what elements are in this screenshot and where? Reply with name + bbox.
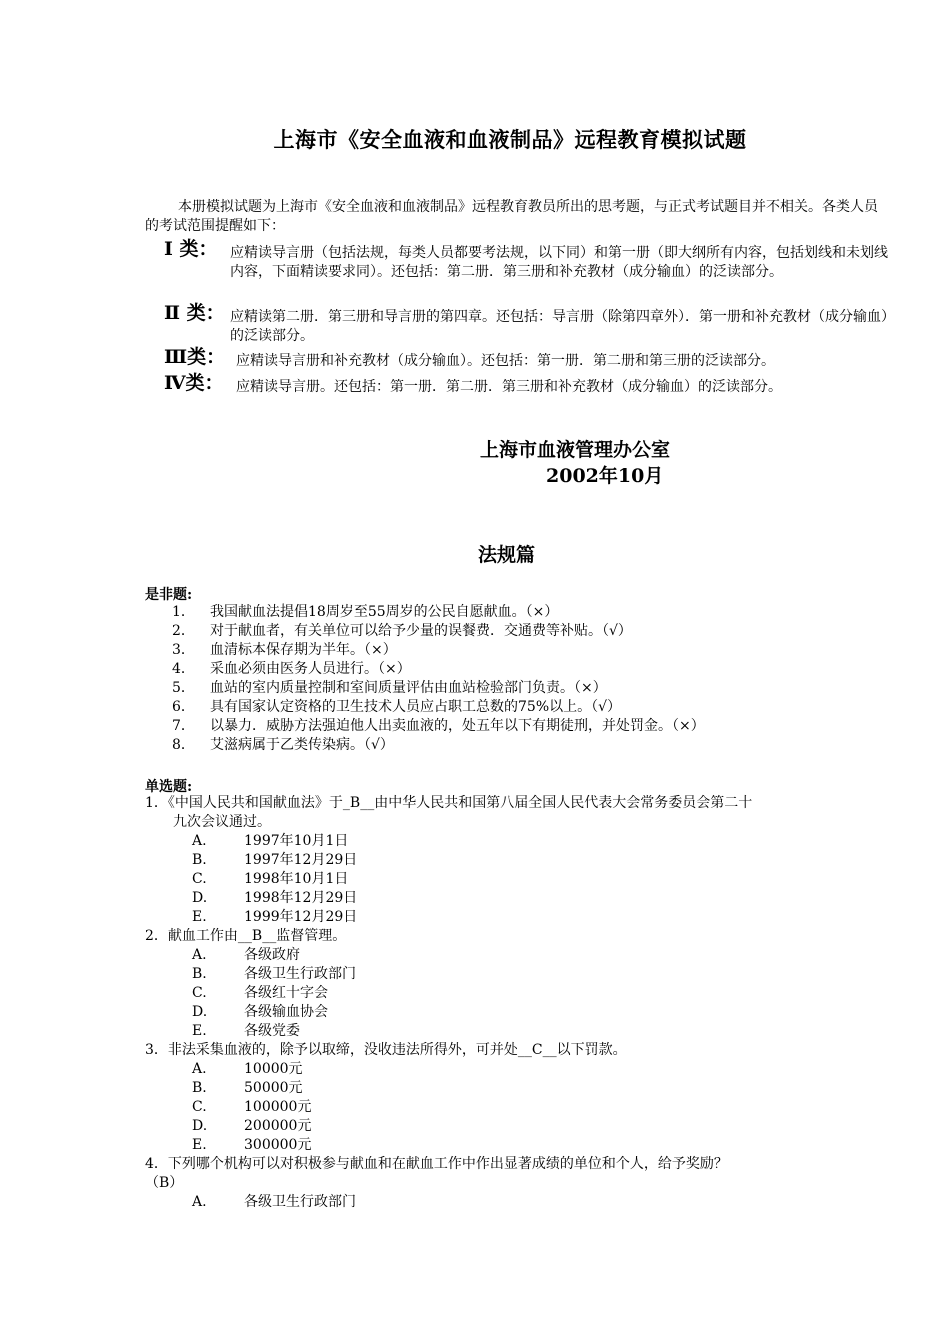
question-text: 1．《中国人民共和国献血法》于_B__由中华人民共和国第八届全国人民代表大会常务委员会第二十: [145, 795, 753, 811]
question: [145, 1155, 885, 1193]
option: A. 各级卫生行政部门: [192, 1194, 356, 1210]
category-text: 应精读导言册和补充教材（成分输血）。还包括：第一册．第二册和第三册的泛读部分。: [236, 353, 775, 369]
section-title: 法规篇: [478, 544, 536, 566]
option: E. 各级党委: [192, 1023, 300, 1039]
option: E. 300000元: [192, 1137, 312, 1153]
list-item: 2． 对于献血者，有关单位可以给予少量的误餐费．交通费等补贴。（√）: [172, 623, 632, 639]
question-text-cont: 九次会议通过。: [173, 814, 271, 830]
intro-paragraph: 本册模拟试题为上海市《安全血液和血液制品》远程教育教员所出的思考题，与正式考试题目并不相关。各类人员的考试范围提醒如下：: [145, 199, 878, 234]
question: [145, 794, 885, 832]
question-text: 4．下列哪个机构可以对积极参与献血和在献血工作中作出显著成绩的单位和个人，给予奖励？: [145, 1156, 728, 1172]
question-text: 2．献血工作由__B__监督管理。: [145, 928, 347, 944]
list-item: 7． 以暴力．威胁方法强迫他人出卖血液的，处五年以下有期徒刑，并处罚金。（×）: [172, 718, 705, 734]
question-text-cont: （B）: [145, 1175, 184, 1191]
category-label: Ⅲ类：: [164, 346, 226, 368]
category-text: 应精读导言册（包括法规，每类人员都要考法规，以下同）和第一册（即大纲所有内容，包括划线和未划线内容，下面精读要求同）。还包括：第二册．第三册和补充教材（成分输血）的泛读部分。: [230, 245, 888, 280]
list-item: 5． 血站的室内质量控制和室间质量评估由血站检验部门负责。（×）: [172, 680, 607, 696]
issuer-block: [480, 437, 670, 489]
true-false-heading: 是非题:: [145, 587, 193, 603]
list-item: 1． 我国献血法提倡18周岁至55周岁的公民自愿献血。（×）: [172, 604, 559, 620]
option: D. 1998年12月29日: [192, 890, 358, 906]
category-text: 应精读导言册。还包括：第一册．第二册．第三册和补充教材（成分输血）的泛读部分。: [236, 379, 782, 395]
option: A. 10000元: [192, 1061, 303, 1077]
category-label: Ⅳ类：: [164, 372, 224, 394]
option: B. 1997年12月29日: [192, 852, 358, 868]
category-2: [164, 302, 894, 346]
option: A. 1997年10月1日: [192, 833, 349, 849]
option: B. 50000元: [192, 1080, 303, 1096]
option: B. 各级卫生行政部门: [192, 966, 356, 982]
category-label: Ⅰ 类：: [164, 238, 218, 260]
question-text: 3．非法采集血液的，除予以取缔，没收违法所得外，可并处__C__以下罚款。: [145, 1042, 627, 1058]
list-item: 4． 采血必须由医务人员进行。（×）: [172, 661, 411, 677]
option: D. 200000元: [192, 1118, 312, 1134]
category-text: 应精读第二册．第三册和导言册的第四章。还包括：导言册（除第四章外）．第一册和补充教材（成分输血）的泛读部分。: [230, 309, 888, 344]
option: E. 1999年12月29日: [192, 909, 358, 925]
category-3: [164, 346, 894, 371]
option: C. 各级红十字会: [192, 985, 328, 1001]
list-item: 8． 艾滋病属于乙类传染病。（√）: [172, 737, 394, 753]
category-1: [164, 238, 894, 282]
list-item: 3． 血清标本保存期为半年。（×）: [172, 642, 397, 658]
option: A. 各级政府: [192, 947, 300, 963]
category-label: Ⅱ 类：: [164, 302, 225, 324]
category-4: [164, 372, 894, 397]
list-item: 6． 具有国家认定资格的卫生技术人员应占职工总数的75%以上。（√）: [172, 699, 622, 715]
question: [145, 1041, 885, 1060]
option: C. 100000元: [192, 1099, 312, 1115]
option: D. 各级输血协会: [192, 1004, 328, 1020]
issue-date: 2002年10月: [546, 465, 664, 487]
multiple-choice-list: [145, 794, 885, 1212]
question: [145, 927, 885, 946]
multiple-choice-heading: 单选题:: [145, 779, 193, 795]
option: C. 1998年10月1日: [192, 871, 349, 887]
true-false-list: [172, 603, 892, 755]
issuer-name: 上海市血液管理办公室: [480, 439, 671, 461]
page-title: 上海市《安全血液和血液制品》远程教育模拟试题: [273, 127, 747, 152]
